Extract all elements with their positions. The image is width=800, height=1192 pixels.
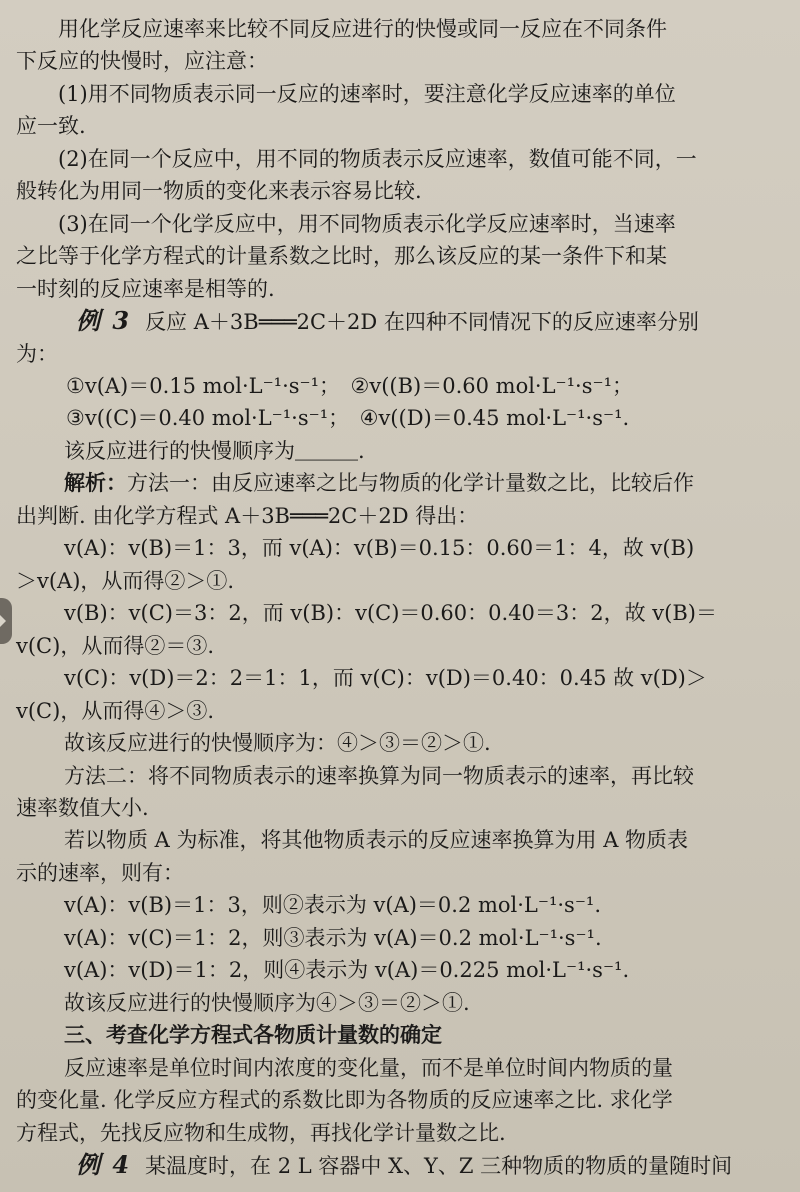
text-line [16,176,800,206]
line-text: ③v((C)＝0.40 mol·L⁻¹·s⁻¹； ④v((D)＝0.45 mol·L⁻¹·s⁻¹. [66,406,630,430]
line-text: 该反应进行的快慢顺序为＿＿＿. [64,439,365,463]
text-line [16,79,800,109]
line-text: 为： [16,342,58,366]
line-text: (3)在同一个化学反应中，用不同物质表示化学反应速率时，当速率 [16,212,676,236]
text-line [16,631,800,661]
text-line [64,890,800,920]
text-line [64,761,800,791]
text-line [66,403,800,433]
line-text: 方法一：由反应速率之比与物质的化学计量数之比，比较后作 [127,471,694,495]
text-line [16,14,800,44]
line-text: 方法二：将不同物质表示的速率换算为同一物质表示的速率，再比较 [64,764,694,788]
line-text: 出判断. 由化学方程式 A＋3B═══2C＋2D 得出： [16,504,479,528]
text-line [16,696,800,726]
text-line [16,566,800,596]
text-line [16,1118,800,1148]
line-text: 速率数值大小. [16,796,149,820]
text-line [16,339,800,369]
line-text: (1)用不同物质表示同一反应的速率时，要注意化学反应速率的单位 [16,82,676,106]
text-line [64,923,800,953]
text-line [16,858,800,888]
text-line [64,598,800,628]
text-line [16,111,800,141]
line-text: v(C)，从而得④＞③. [16,699,214,723]
line-text: 示的速率，则有： [16,861,184,885]
line-text: 之比等于化学方程式的计量系数之比时，那么该反应的某一条件下和某 [16,244,667,268]
text-line [16,501,800,531]
line-text: v(A)：v(C)＝1：2，则③表示为 v(A)＝0.2 mol·L⁻¹·s⁻¹. [64,926,602,950]
text-line [64,955,800,985]
example-label: 例 4 [76,1150,132,1179]
text-line [16,241,800,271]
text-line [16,793,800,823]
line-text: 反应速率是单位时间内浓度的变化量，而不是单位时间内物质的量 [64,1056,673,1080]
example-label: 例 3 [76,306,132,335]
line-text: 下反应的快慢时，应注意： [16,49,268,73]
page-edge-tab [0,598,12,644]
text-line [64,728,800,758]
text-line [64,825,800,855]
text-line [64,533,800,563]
line-text: v(A)：v(B)＝1：3，则②表示为 v(A)＝0.2 mol·L⁻¹·s⁻¹. [64,893,602,917]
line-text: (2)在同一个反应中，用不同的物质表示反应速率，数值可能不同，一 [16,147,697,171]
line-text: 方程式，先找反应物和生成物，再找化学计量数之比. [16,1121,506,1145]
line-text: ＞v(A)，从而得②＞①. [16,569,235,593]
line-text: v(A)：v(B)＝1：3，而 v(A)：v(B)＝0.15：0.60＝1：4，故 v(B) [64,536,695,560]
analysis-label: 解析： [64,470,127,495]
example-heading-line [76,306,800,337]
line-text: ①v(A)＝0.15 mol·L⁻¹·s⁻¹； ②v((B)＝0.60 mol·L⁻¹·s⁻¹； [66,374,634,398]
line-text: 三、考查化学方程式各物质计量数的确定 [64,1022,442,1047]
text-line [16,1085,800,1115]
line-text: 故该反应进行的快慢顺序为：④＞③＝②＞①. [64,731,491,755]
line-text: 某温度时，在 2 L 容器中 X、Y、Z 三种物质的物质的量随时间 [145,1154,733,1178]
line-text: 反应 A＋3B═══2C＋2D 在四种不同情况下的反应速率分别 [145,310,699,334]
example-heading-line [76,1150,800,1181]
text-line [66,371,800,401]
text-line [64,663,800,693]
text-line [16,274,800,304]
line-text: v(C)，从而得②＝③. [16,634,214,658]
text-line [16,209,800,239]
text-line [16,46,800,76]
line-text: 若以物质 A 为标准，将其他物质表示的反应速率换算为用 A 物质表 [64,828,689,852]
text-line [16,144,800,174]
section-heading [64,1020,800,1050]
text-line [64,468,800,498]
text-line [64,1053,800,1083]
line-text: 应一致. [16,114,86,138]
line-text: 一时刻的反应速率是相等的. [16,277,275,301]
line-text: 用化学反应速率来比较不同反应进行的快慢或同一反应在不同条件 [16,17,667,41]
line-text: v(C)：v(D)＝2：2＝1：1，而 v(C)：v(D)＝0.40：0.45 故 v(D)＞ [64,666,707,690]
text-line [64,988,800,1018]
line-text: v(B)：v(C)＝3：2，而 v(B)：v(C)＝0.60：0.40＝3：2，故 v(B)＝ [64,601,717,625]
text-line [64,436,800,466]
line-text: 的变化量. 化学反应方程式的系数比即为各物质的反应速率之比. 求化学 [16,1088,673,1112]
line-text: 般转化为用同一物质的变化来表示容易比较. [16,179,422,203]
line-text: 故该反应进行的快慢顺序为④＞③＝②＞①. [64,991,470,1015]
line-text: v(A)：v(D)＝1：2，则④表示为 v(A)＝0.225 mol·L⁻¹·s⁻¹. [64,958,630,982]
